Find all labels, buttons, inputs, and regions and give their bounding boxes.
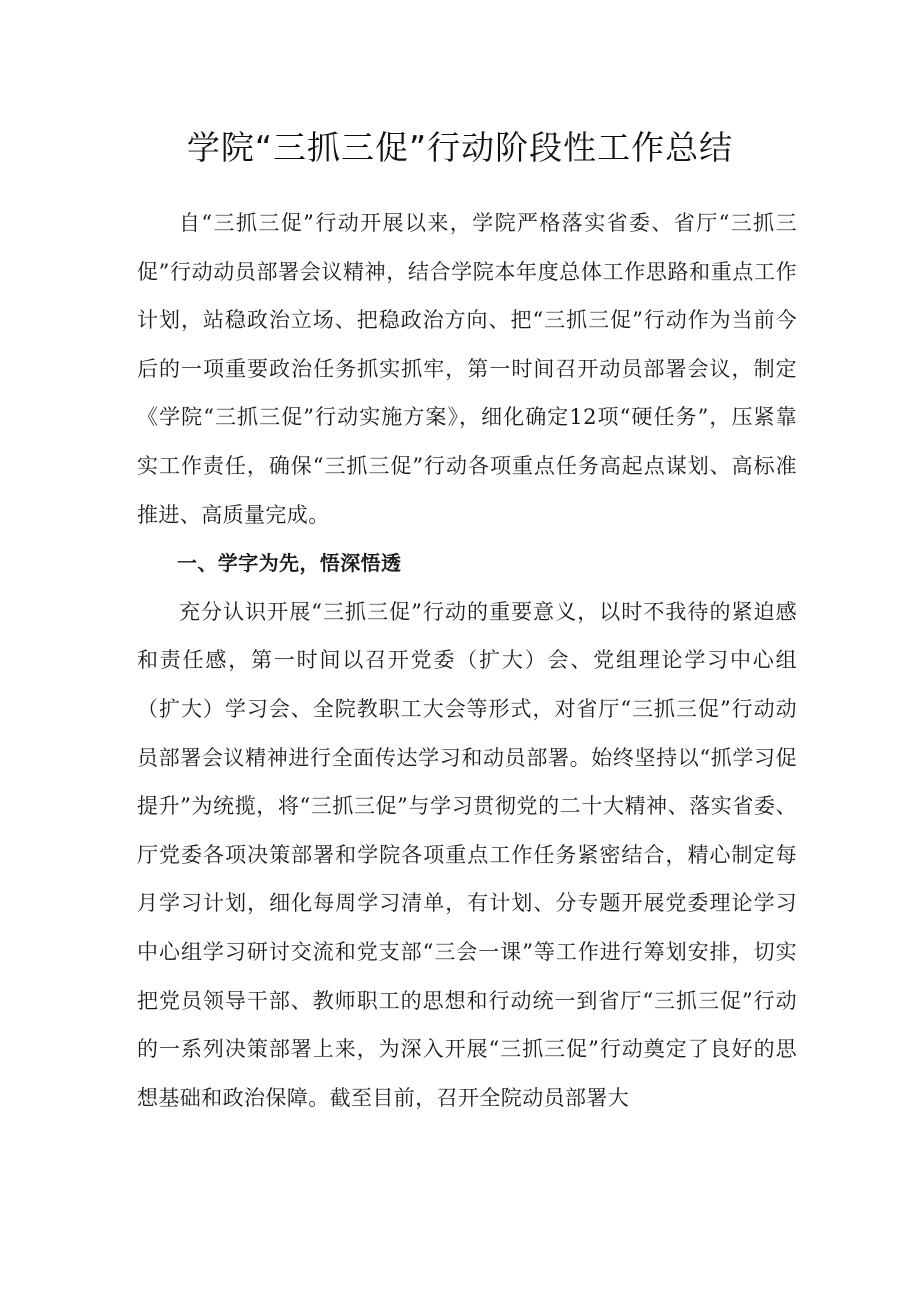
paragraph-section-1: 充分认识开展“三抓三促”行动的重要意义，以时不我待的紧迫感和责任感，第一时间以召开党委（扩大）会、党组理论学习中心组（扩大）学习会、全院教职工大会等形式，对省厅“三抓三促”行动动员部署会议精神进行全面传达学习和动员部署。始终坚持以“抓学习促提升”为统揽，将“三抓三促”与学习贯彻党的二十大精神、落实省委、厅党委各项决策部署和学院各项重点工作任务紧密结合，精心制定每月学习计划，细化每周学习清单，有计划、分专题开展党委理论学习中心组学习研讨交流和党支部“三会一课”等工作进行筹划安排，切实把党员领导干部、教师职工的思想和行动统一到省厅“三抓三促”行动的一系列决策部署上来，为深入开展“三抓三促”行动奠定了良好的思想基础和政治保障。截至目前，召开全院动员部署大 (137, 599, 797, 1110)
paragraph-intro: 自“三抓三促”行动开展以来，学院严格落实省委、省厅“三抓三促”行动动员部署会议精神，结合学院本年度总体工作思路和重点工作计划，站稳政治立场、把稳政治方向、把“三抓三促”行动作为当前今后的一项重要政治任务抓实抓牢，第一时间召开动员部署会议，制定《学院“三抓三促”行动实施方案》，细化确定12项“硬任务”，压紧靠实工作责任，确保“三抓三促”行动各项重点任务高起点谋划、高标准推进、高质量完成。 (137, 211, 797, 527)
document-body (137, 199, 797, 1122)
section-heading-1: 一、学字为先，悟深悟透 (177, 551, 402, 576)
document-title: 学院“三抓三促”行动阶段性工作总结 (186, 128, 734, 167)
